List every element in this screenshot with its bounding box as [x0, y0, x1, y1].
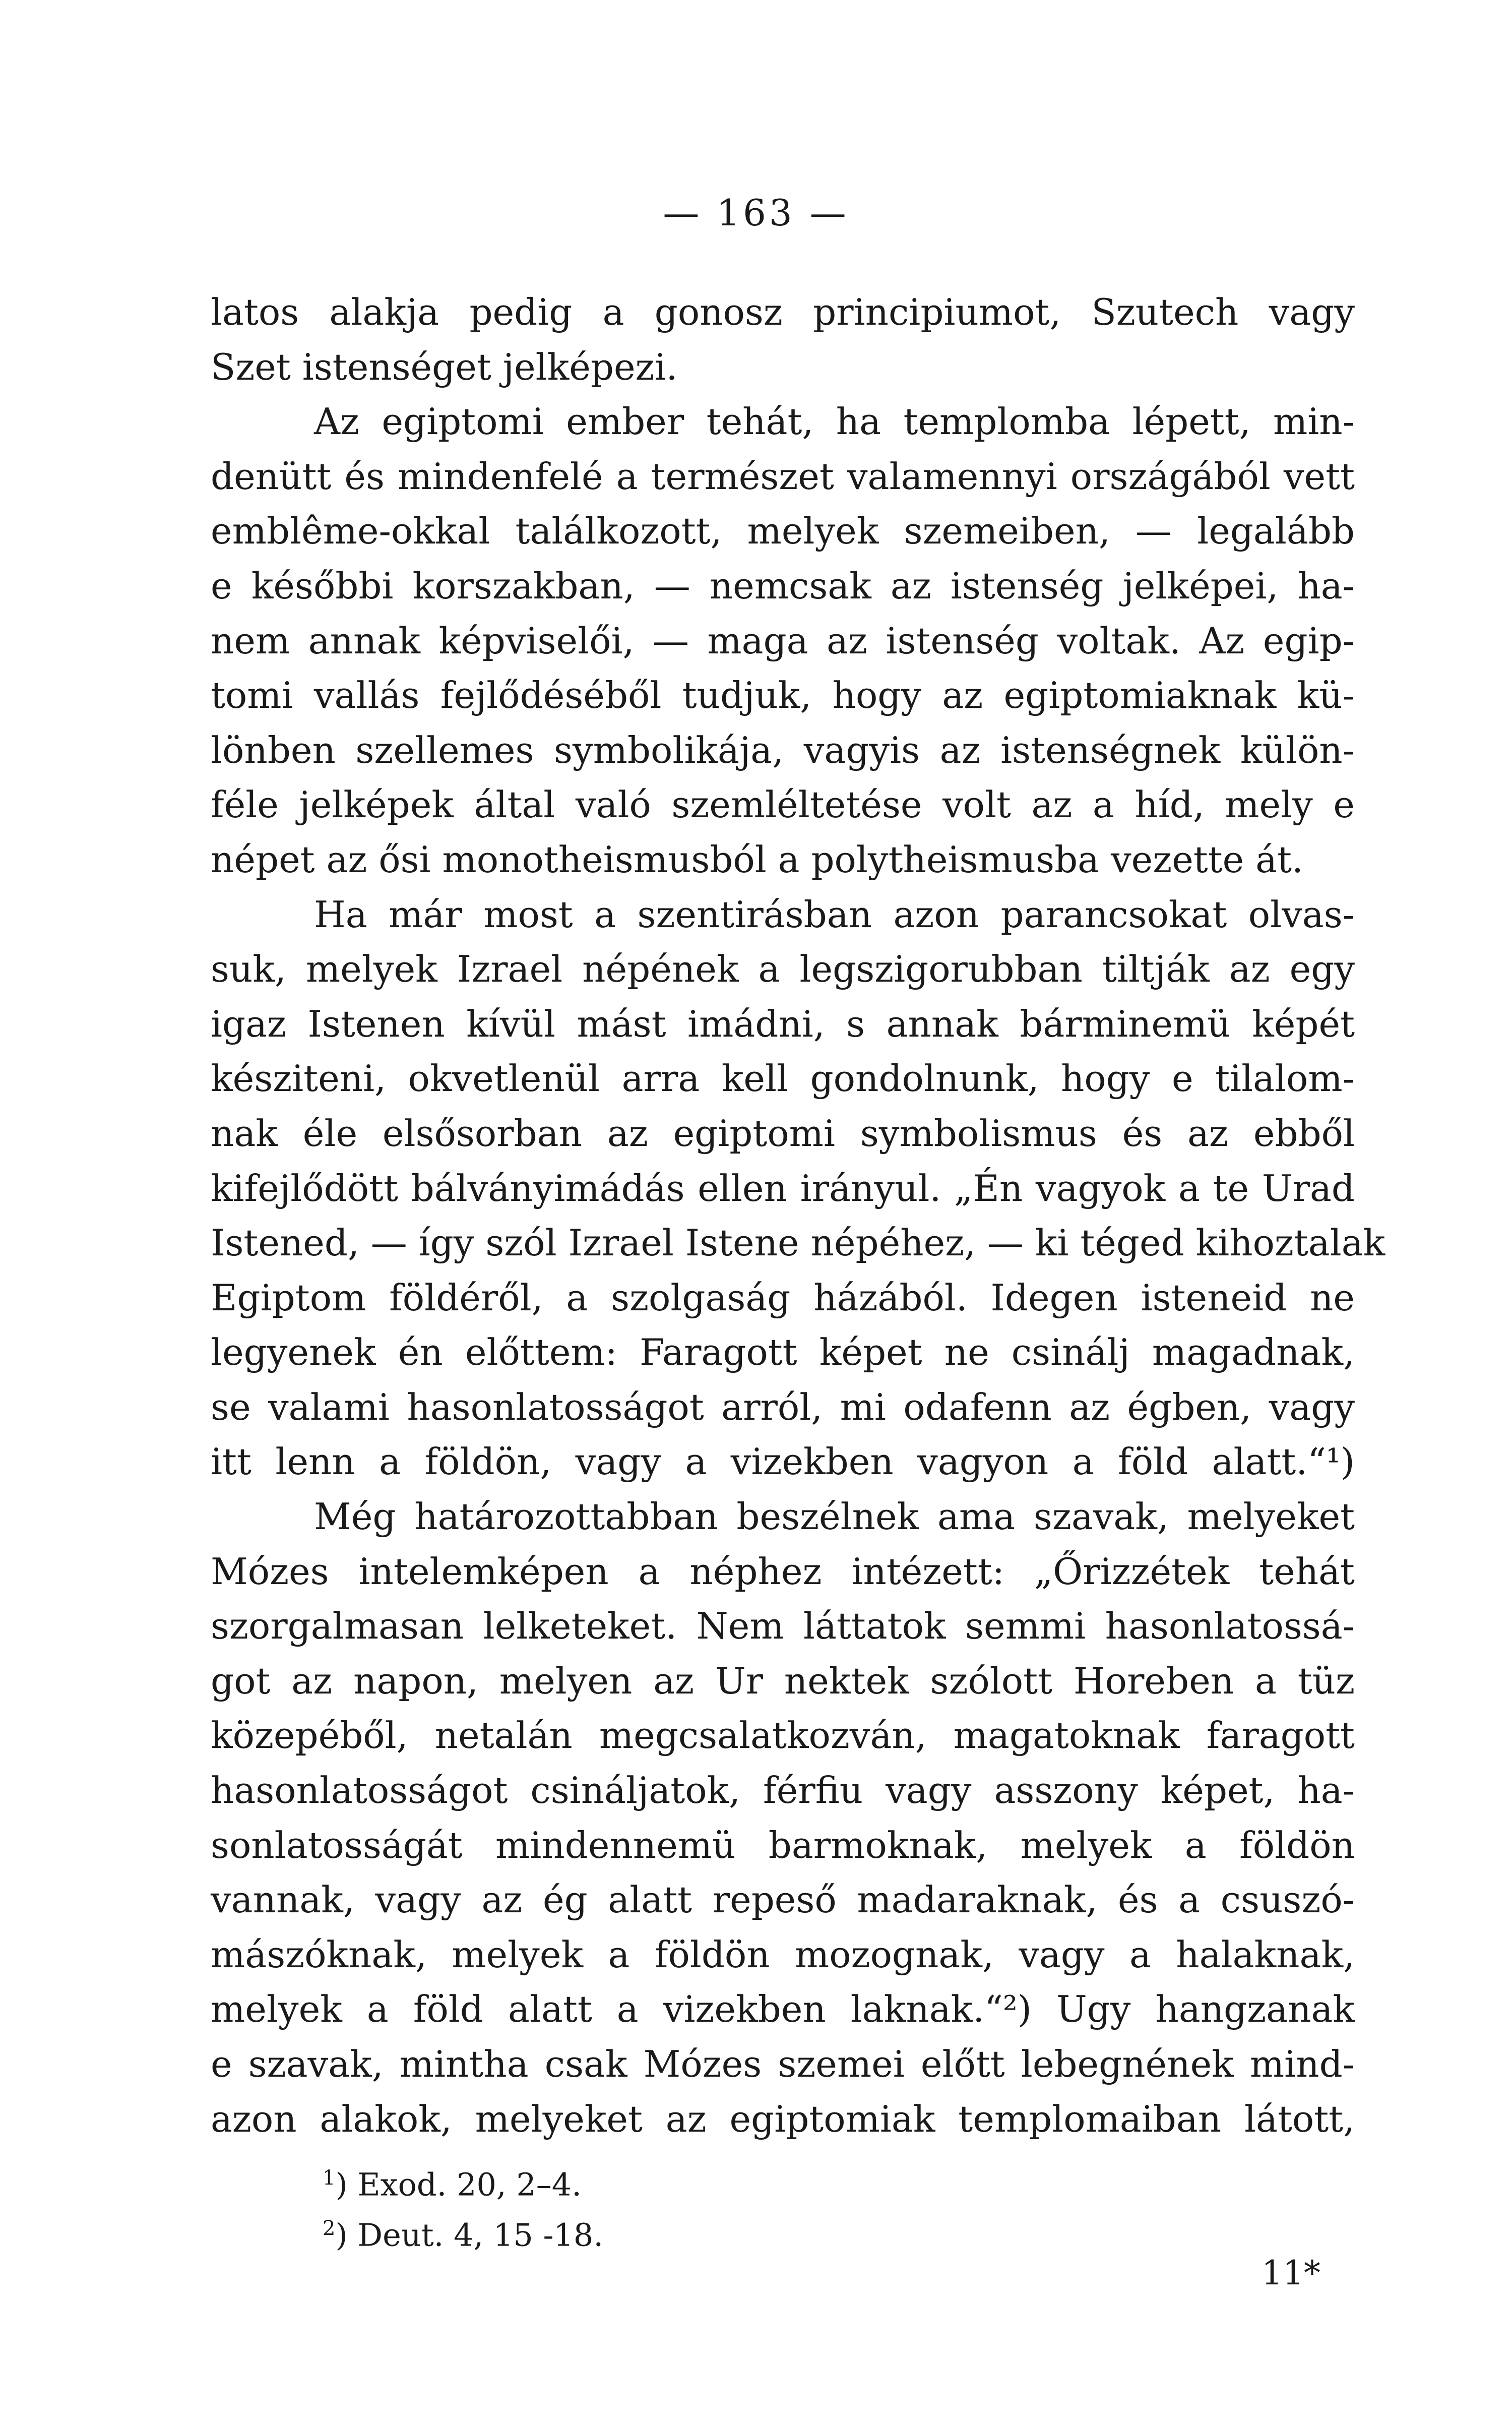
text-line: mászóknak, melyek a földön mozognak, vagy a halaknak,	[211, 1933, 1355, 1976]
text-line: Mózes intelemképen a néphez intézett: „Őrizzétek tehát	[211, 1550, 1355, 1593]
text-line: igaz Istenen kívül mást imádni, s annak bárminemü képét	[211, 1002, 1355, 1045]
footnote: $^1$) Exod. 20, 2–4.	[323, 2166, 582, 2203]
text-line: got az napon, melyen az Ur nektek szólott Horeben a tüz	[211, 1659, 1355, 1702]
footnote-text: Exod. 20, 2–4.	[357, 2166, 582, 2203]
text-line: Az egiptomi ember tehát, ha templomba lépett, min-	[314, 400, 1355, 443]
page-number: — 163 —	[663, 192, 849, 234]
text-line: e szavak, mintha csak Mózes szemei előtt lebegnének mind-	[211, 2043, 1355, 2085]
text-line: Istened, — így szól Izrael Istene népéhez, — ki téged kihoztalak	[211, 1222, 1385, 1264]
text-line: Még határozottabban beszélnek ama szavak, melyeket	[314, 1495, 1355, 1538]
text-line: Ha már most a szentirásban azon parancsokat olvas-	[314, 893, 1355, 936]
text-line: nak éle elsősorban az egiptomi symbolismus és az ebből	[211, 1112, 1355, 1155]
text-line: denütt és mindenfelé a természet valamennyi országából vett	[211, 455, 1355, 498]
text-line: hasonlatosságot csináljatok, férfiu vagy asszony képet, ha-	[211, 1769, 1355, 1812]
text-line: nem annak képviselői, — maga az istenség voltak. Az egip-	[211, 619, 1355, 662]
footnotes	[323, 2153, 603, 2254]
text-line: sonlatosságát mindennemü barmoknak, melyek a földön	[211, 1824, 1355, 1866]
footnote: $^2$) Deut. 4, 15 -18.	[323, 2216, 604, 2254]
text-line: közepéből, netalán megcsalatkozván, magatoknak faragott	[211, 1714, 1355, 1757]
text-line: emblême-okkal találkozott, melyek szemeiben, — legalább	[211, 510, 1355, 553]
text-line: kifejlődött bálványimádás ellen irányul. „Én vagyok a te Urad	[211, 1167, 1355, 1209]
text-line: melyek a föld alatt a vizekben laknak.“²) Ugy hangzanak	[211, 1988, 1355, 2031]
text-line: latos alakja pedig a gonosz principiumot, Szutech vagy	[211, 291, 1355, 333]
footnote-text: Deut. 4, 15 -18.	[357, 2216, 604, 2254]
text-line: féle jelképek által való szemléltetése volt az a híd, mely e	[211, 783, 1355, 826]
text-line: Egiptom földéről, a szolgaság házából. Idegen isteneid ne	[211, 1276, 1355, 1319]
footnote-mark: 2	[323, 2217, 336, 2240]
footnote-mark: 1	[323, 2166, 336, 2190]
text-line: tomi vallás fejlődéséből tudjuk, hogy az egiptomiaknak kü-	[211, 674, 1355, 717]
text-line: azon alakok, melyeket az egiptomiak templomaiban látott,	[211, 2097, 1355, 2140]
signature-mark: 11*	[1262, 2254, 1320, 2292]
text-line: legyenek én előttem: Faragott képet ne csinálj magadnak,	[211, 1331, 1355, 1374]
text-line: késziteni, okvetlenül arra kell gondolnunk, hogy e tilalom-	[211, 1057, 1355, 1100]
text-line: itt lenn a földön, vagy a vizekben vagyon a föld alatt.“¹)	[211, 1440, 1355, 1483]
text-line: szorgalmasan lelketeket. Nem láttatok semmi hasonlatossá-	[211, 1605, 1355, 1648]
text-line: suk, melyek Izrael népének a legszigorubban tiltják az egy	[211, 948, 1355, 991]
text-line: lönben szellemes symbolikája, vagyis az istenségnek külön-	[211, 729, 1355, 771]
text-line: se valami hasonlatosságot arról, mi odafenn az égben, vagy	[211, 1385, 1355, 1428]
body-text	[211, 285, 1385, 2146]
text-line: vannak, vagy az ég alatt repeső madaraknak, és a csuszó-	[211, 1879, 1355, 1921]
text-line: e későbbi korszakban, — nemcsak az istenség jelképei, ha-	[211, 564, 1355, 607]
text-line: népet az ősi monotheismusból a polytheismusba vezette át.	[211, 838, 1303, 881]
text-line: Szet istenséget jelképezi.	[211, 345, 678, 388]
